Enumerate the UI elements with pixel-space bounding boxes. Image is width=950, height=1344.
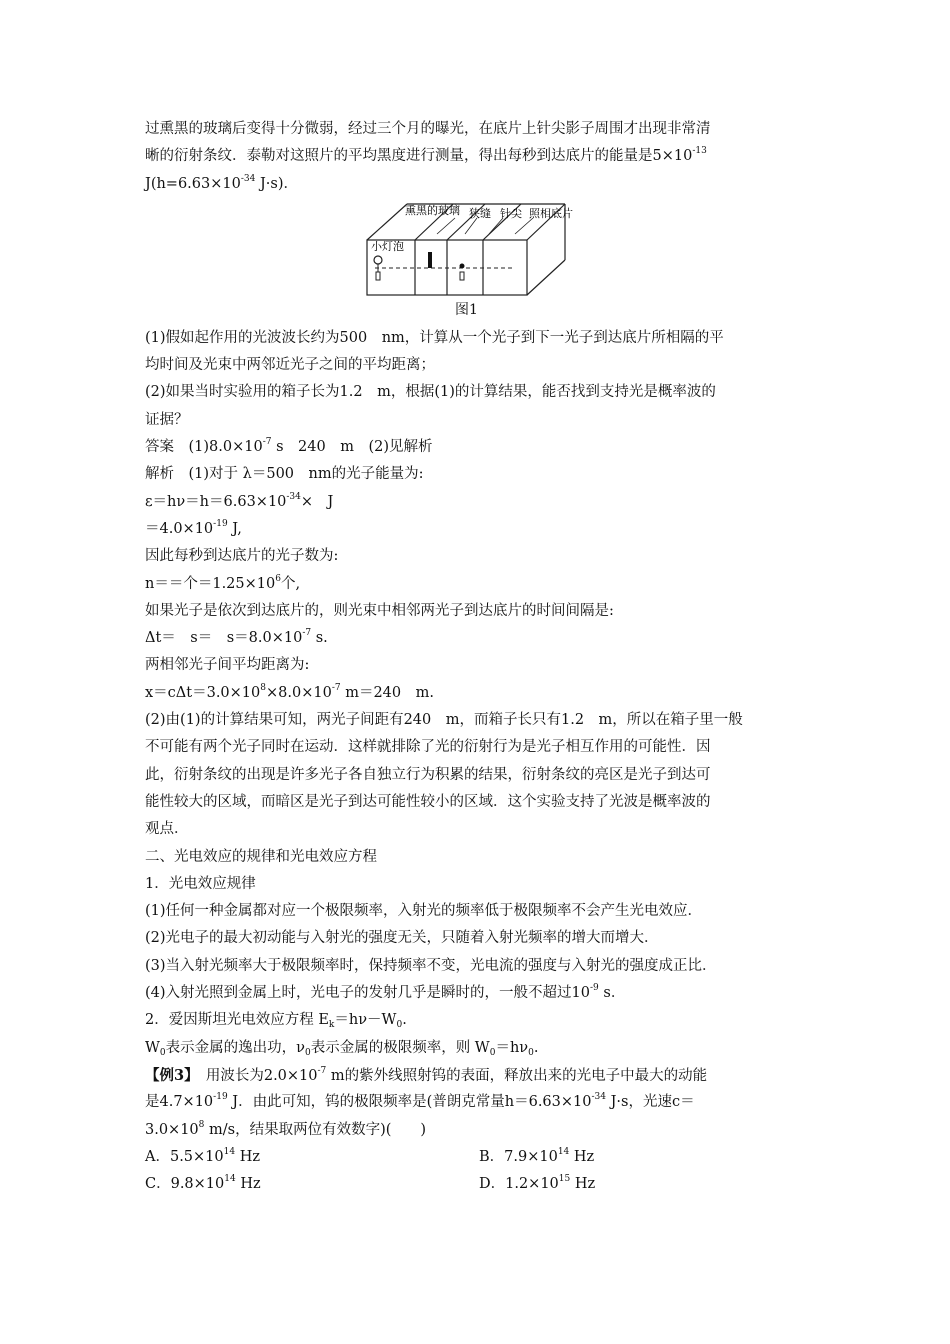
q2-analysis-line-5: 观点． (145, 821, 189, 838)
example-line-2: 是$4.7\times 10^{-19}$ J．由此可知，钨的极限频率是(普朗克常量$h=6.63\times 10^{-34}$ J·s，光速c＝ (145, 1092, 695, 1111)
label-bulb: 小灯泡 (371, 239, 404, 253)
rule-1: (1)任何一种金属都对应一个极限频率，入射光的频率低于极限频率不会产生光电效应． (145, 903, 703, 920)
analysis-line-4: 因此每秒到达底片的光子数为: (145, 548, 339, 565)
intro-line-3: $J(h=6.63\times 10^{-34}$ J·s)． (145, 173, 298, 192)
example-line-1: 【例3】 用波长为$2.0\times 10^{-7}$ m的紫外线照射钨的表面，释放出来的光电子中最大的动能 (145, 1065, 708, 1084)
analysis-line-6: 如果光子是依次到达底片的，则光束中相邻两光子到达底片的时间间隔是: (145, 602, 614, 619)
option-d[interactable]: D．$1.2\times 10^{15}$ Hz (479, 1174, 596, 1193)
example-tag: 【例3】 (145, 1066, 192, 1084)
q1-line-1: (1)假如起作用的光波波长约为500 nm，计算从一个光子到下一光子到达底片所相隔的平 (145, 329, 724, 346)
q1-line-2: 均时间及光束中两邻近光子之间的平均距离； (145, 357, 435, 374)
answer-line: 答案 $(1)8.0\times 10^{-7}$ s 240 m (2)见解析 (145, 437, 433, 456)
intro-line-2: 晰的衍射条纹．泰勒对这照片的平均黑度进行测量，得出每秒到达底片的能量是$5\times 10^{-13}$ (145, 146, 707, 165)
work-function-line: $W_0$表示金属的逸出功，$\nu_0$表示金属的极限频率，则 $W_0=h\nu_0$. (145, 1039, 539, 1058)
figure-1 (145, 200, 813, 347)
option-a[interactable]: A．$5.5\times 10^{14}$ Hz (145, 1146, 260, 1165)
analysis-line-3: $=4.0\times 10^{-19}$ J, (145, 518, 242, 537)
figure-caption: 图1 (455, 301, 478, 318)
q2-analysis-line-3: 此，衍射条纹的出现是许多光子各自独立行为积累的结果，衍射条纹的亮区是光子到达可 (145, 766, 711, 783)
pin-mark (460, 263, 465, 268)
rule-2: (2)光电子的最大初动能与入射光的强度无关，只随着入射光频率的增大而增大． (145, 930, 659, 947)
analysis-line-8: 两相邻光子间平均距离为: (145, 657, 310, 674)
slit-mark (428, 252, 432, 268)
section-2-sub-1: 1．光电效应规律 (145, 875, 256, 892)
options-row-2 (145, 1171, 813, 1198)
q2-analysis-line-2: 不可能有两个光子同时在运动．这样就排除了光的衍射行为是光子相互作用的可能性．因 (145, 739, 711, 756)
q2-line-1: (2)如果当时实验用的箱子长为1.2 m，根据(1)的计算结果，能否找到支持光是概率波的 (145, 384, 716, 401)
experiment-box-diagram (365, 200, 595, 300)
options-row-1 (145, 1144, 813, 1171)
q2-analysis-line-4: 能性较大的区域，而暗区是光子到达可能性较小的区域．这个实验支持了光波是概率波的 (145, 793, 711, 810)
intro-line-1: 过熏黑的玻璃后变得十分微弱，经过三个月的曝光，在底片上针尖影子周围才出现非常清 (145, 121, 711, 137)
bulb-icon (374, 256, 382, 264)
label-slit: 狭缝 (469, 206, 491, 220)
q2-line-2: 证据？ (145, 411, 189, 428)
analysis-line-7: Δt＝ s＝ $s=8.0\times 10^{-7}$ s. (145, 628, 328, 647)
label-pin: 针尖 (500, 206, 522, 220)
section-2-title: 二、光电效应的规律和光电效应方程 (145, 848, 377, 865)
rule-4: (4)入射光照到金属上时，光电子的发射几乎是瞬时的，一般不超过$10^{-9}$ s． (145, 983, 626, 1002)
analysis-line-1: 解析 (1)对于 λ＝500 nm的光子能量为: (145, 466, 424, 483)
analysis-line-5: n＝＝个$=1.25\times 10^6$个, (145, 573, 301, 592)
option-b[interactable]: B．$7.9\times 10^{14}$ Hz (479, 1146, 595, 1165)
rule-3: (3)当入射光频率大于极限频率时，保持频率不变，光电流的强度与入射光的强度成正比． (145, 957, 717, 974)
section-2-sub-2: 2．爱因斯坦光电效应方程 $E_k=h\nu-W_0$. (145, 1012, 407, 1031)
analysis-line-2: $\varepsilon=h\nu=h=6.63\times 10^{-34}\times$ J (145, 491, 334, 510)
analysis-line-9: $x=c\Delta t=3.0\times 10^8\times 8.0\times 10^{-7}$ m＝240 m. (145, 682, 434, 701)
example-line-3: $3.0\times 10^8$ m/s，结果取两位有效数字)( ) (145, 1119, 427, 1138)
q2-analysis-line-1: (2)由(1)的计算结果可知，两光子间距有240 m，而箱子长只有1.2 m，所以在箱子里一般 (145, 712, 743, 729)
label-glass: 熏黑的玻璃 (405, 203, 460, 217)
option-c[interactable]: C．$9.8\times 10^{14}$ Hz (145, 1174, 261, 1193)
label-film: 照相底片 (529, 206, 573, 220)
document-page (145, 116, 813, 1198)
